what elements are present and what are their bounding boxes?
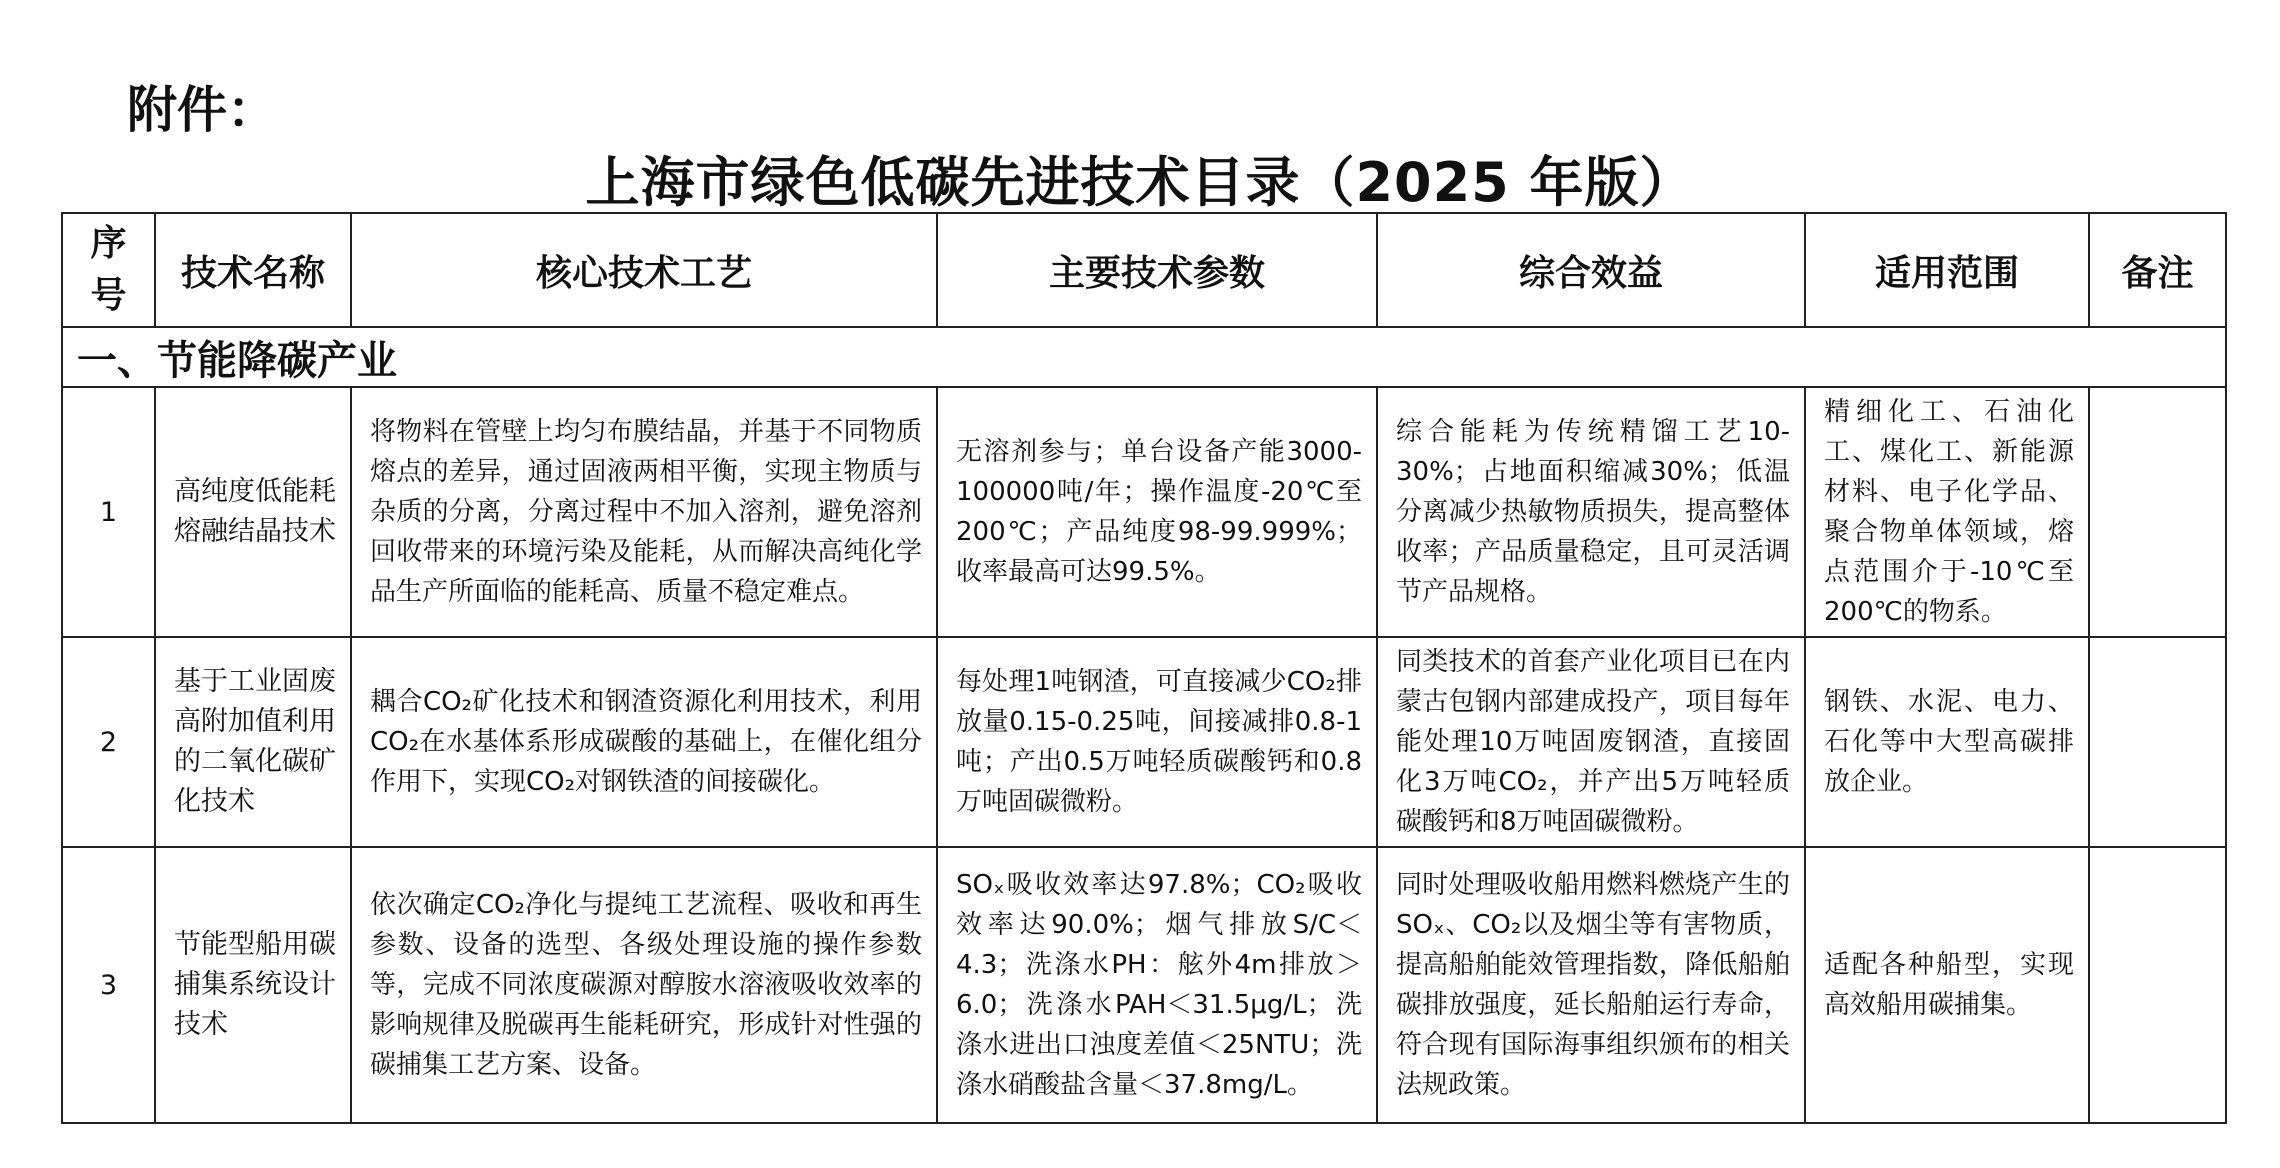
row-remarks [2089,847,2226,1123]
header-seq: 序号 [62,213,155,327]
row-remarks [2089,387,2226,637]
row-remarks [2089,637,2226,847]
row-seq: 3 [62,847,155,1123]
row-seq: 1 [62,387,155,637]
section-row [62,327,2226,387]
header-process: 核心技术工艺 [351,213,937,327]
row-benefits: 综合能耗为传统精馏工艺10-30%；占地面积缩减30%；低温分离减少热敏物质损失，提高整体收率；产品质量稳定，且可灵活调节产品规格。 [1377,387,1805,637]
row-params: SOₓ吸收效率达97.8%；CO₂吸收效率达90.0%；烟气排放S/C＜4.3；洗涤水PH：舷外4m排放＞6.0；洗涤水PAH＜31.5μg/L；洗涤水进出口浊度差值＜25NTU；洗涤水硝酸盐含量＜37.8mg/L。 [937,847,1377,1123]
document-title: 上海市绿色低碳先进技术目录（2025 年版） [585,151,1695,214]
table-row [62,847,2226,1123]
row-params: 每处理1吨钢渣，可直接减少CO₂排放量0.15-0.25吨，间接减排0.8-1吨；产出0.5万吨轻质碳酸钙和0.8万吨固碳微粉。 [937,637,1377,847]
header-benefits: 综合效益 [1377,213,1805,327]
header-remarks: 备注 [2089,213,2226,327]
row-process: 耦合CO₂矿化技术和钢渣资源化利用技术，利用CO₂在水基体系形成碳酸的基础上，在催化组分作用下，实现CO₂对钢铁渣的间接碳化。 [351,637,937,847]
row-params: 无溶剂参与；单台设备产能3000-100000吨/年；操作温度-20℃至200℃；产品纯度98-99.999%；收率最高可达99.5%。 [937,387,1377,637]
technology-catalog-table [61,212,2227,1124]
header-params: 主要技术参数 [937,213,1377,327]
header-scope: 适用范围 [1805,213,2089,327]
attachment-label: 附件： [127,81,277,139]
section-title: 一、节能降碳产业 [62,327,2226,387]
row-scope: 钢铁、水泥、电力、石化等中大型高碳排放企业。 [1805,637,2089,847]
row-benefits: 同时处理吸收船用燃料燃烧产生的SOₓ、CO₂以及烟尘等有害物质，提高船舶能效管理指数，降低船舶碳排放强度，延长船舶运行寿命，符合现有国际海事组织颁布的相关法规政策。 [1377,847,1805,1123]
row-tech-name: 高纯度低能耗熔融结晶技术 [155,387,351,637]
table-row [62,387,2226,637]
row-tech-name: 基于工业固废高附加值利用的二氧化碳矿化技术 [155,637,351,847]
row-process: 将物料在管壁上均匀布膜结晶，并基于不同物质熔点的差异，通过固液两相平衡，实现主物质与杂质的分离，分离过程中不加入溶剂，避免溶剂回收带来的环境污染及能耗，从而解决高纯化学品生产所面临的能耗高、质量不稳定难点。 [351,387,937,637]
row-tech-name: 节能型船用碳捕集系统设计技术 [155,847,351,1123]
header-row [62,213,2226,327]
row-scope: 适配各种船型，实现高效船用碳捕集。 [1805,847,2089,1123]
row-seq: 2 [62,637,155,847]
header-name: 技术名称 [155,213,351,327]
row-scope: 精细化工、石油化工、煤化工、新能源材料、电子化学品、聚合物单体领域，熔点范围介于-10℃至200℃的物系。 [1805,387,2089,637]
table-row [62,637,2226,847]
row-benefits: 同类技术的首套产业化项目已在内蒙古包钢内部建成投产，项目每年能处理10万吨固废钢渣，直接固化3万吨CO₂，并产出5万吨轻质碳酸钙和8万吨固碳微粉。 [1377,637,1805,847]
row-process: 依次确定CO₂净化与提纯工艺流程、吸收和再生参数、设备的选型、各级处理设施的操作参数等，完成不同浓度碳源对醇胺水溶液吸收效率的影响规律及脱碳再生能耗研究，形成针对性强的碳捕集工艺方案、设备。 [351,847,937,1123]
